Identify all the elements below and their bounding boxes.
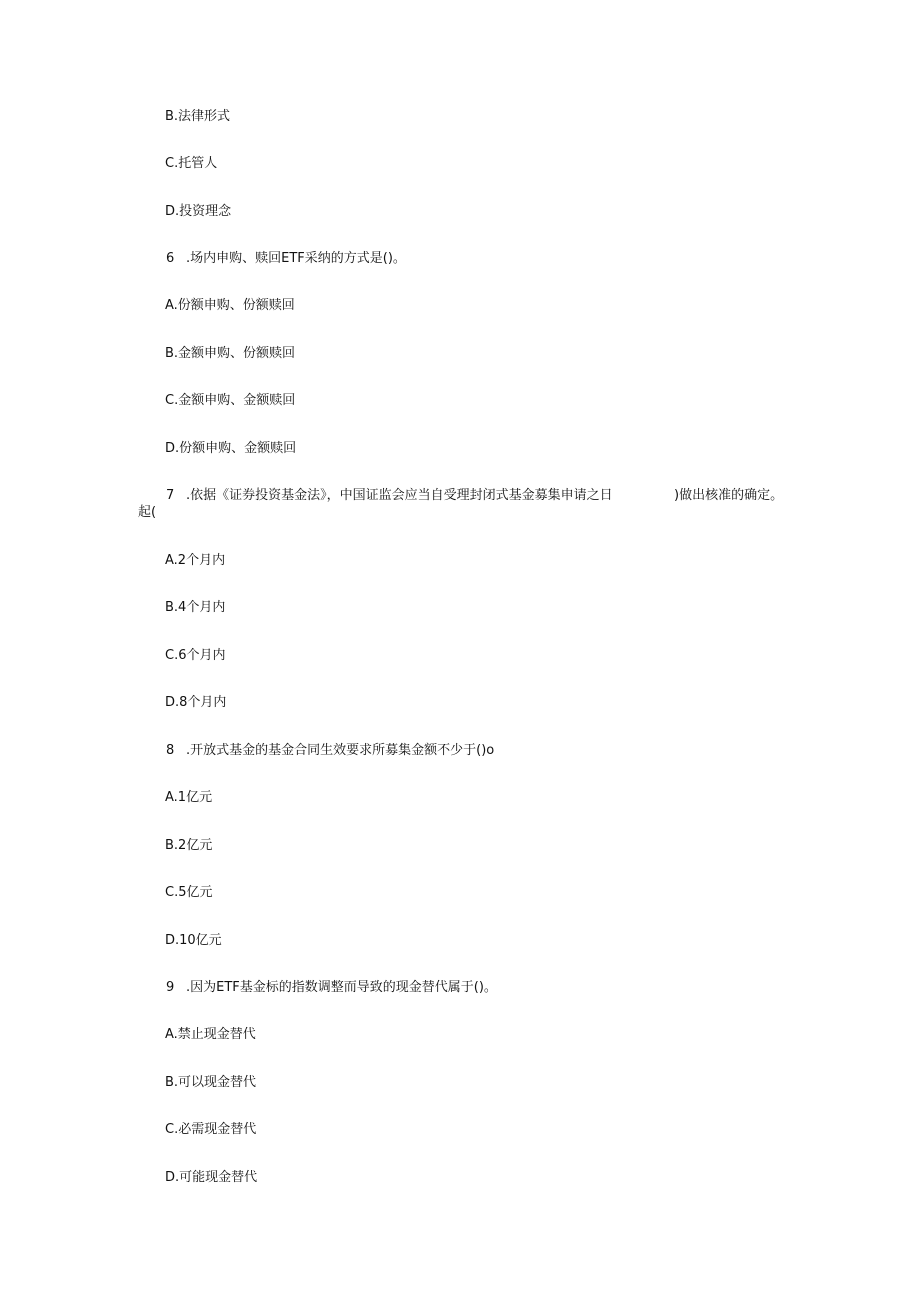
question-7-option-a: A.2个月内: [165, 553, 226, 568]
question-8-text: .开放式基金的基金合同生效要求所募集金额不少于()o: [186, 743, 495, 758]
question-9-number: 9: [166, 980, 175, 995]
option-c-custodian: C.托管人: [165, 156, 218, 171]
question-6-option-c: C.金额申购、金额赎回: [165, 393, 296, 408]
question-7-text-wrap: 起(: [138, 505, 157, 520]
question-8-option-c: C.5亿元: [165, 885, 213, 900]
question-9-text: .因为ETF基金标的指数调整而导致的现金替代属于()。: [186, 980, 497, 995]
question-8-option-b: B.2亿元: [165, 838, 213, 853]
question-7-option-b: B.4个月内: [165, 600, 226, 615]
question-7-option-d: D.8个月内: [165, 695, 227, 710]
question-7-text-tail: )做出核准的确定。: [674, 488, 784, 503]
question-7-text: .依据《证券投资基金法》，中国证监会应当自受理封闭式基金募集申请之日: [186, 488, 613, 503]
question-6-option-b: B.金额申购、份额赎回: [165, 346, 296, 361]
question-9-option-b: B.可以现金替代: [165, 1075, 257, 1090]
question-6-number: 6: [166, 251, 175, 266]
question-9-option-d: D.可能现金替代: [165, 1170, 258, 1185]
question-9-option-c: C.必需现金替代: [165, 1122, 257, 1137]
question-6-text: .场内申购、赎回ETF采纳的方式是()。: [186, 251, 406, 266]
question-9-option-a: A.禁止现金替代: [165, 1027, 256, 1042]
question-6-option-a: A.份额申购、份额赎回: [165, 298, 295, 313]
question-8-number: 8: [166, 743, 175, 758]
option-b-legal-form: B.法律形式: [165, 109, 231, 124]
option-d-investment-philosophy: D.投资理念: [165, 204, 232, 219]
question-7-option-c: C.6个月内: [165, 648, 226, 663]
question-8-option-d: D.10亿元: [165, 933, 222, 948]
question-7-number: 7: [166, 488, 175, 503]
question-8-option-a: A.1亿元: [165, 790, 213, 805]
question-6-option-d: D.份额申购、金额赎回: [165, 441, 297, 456]
